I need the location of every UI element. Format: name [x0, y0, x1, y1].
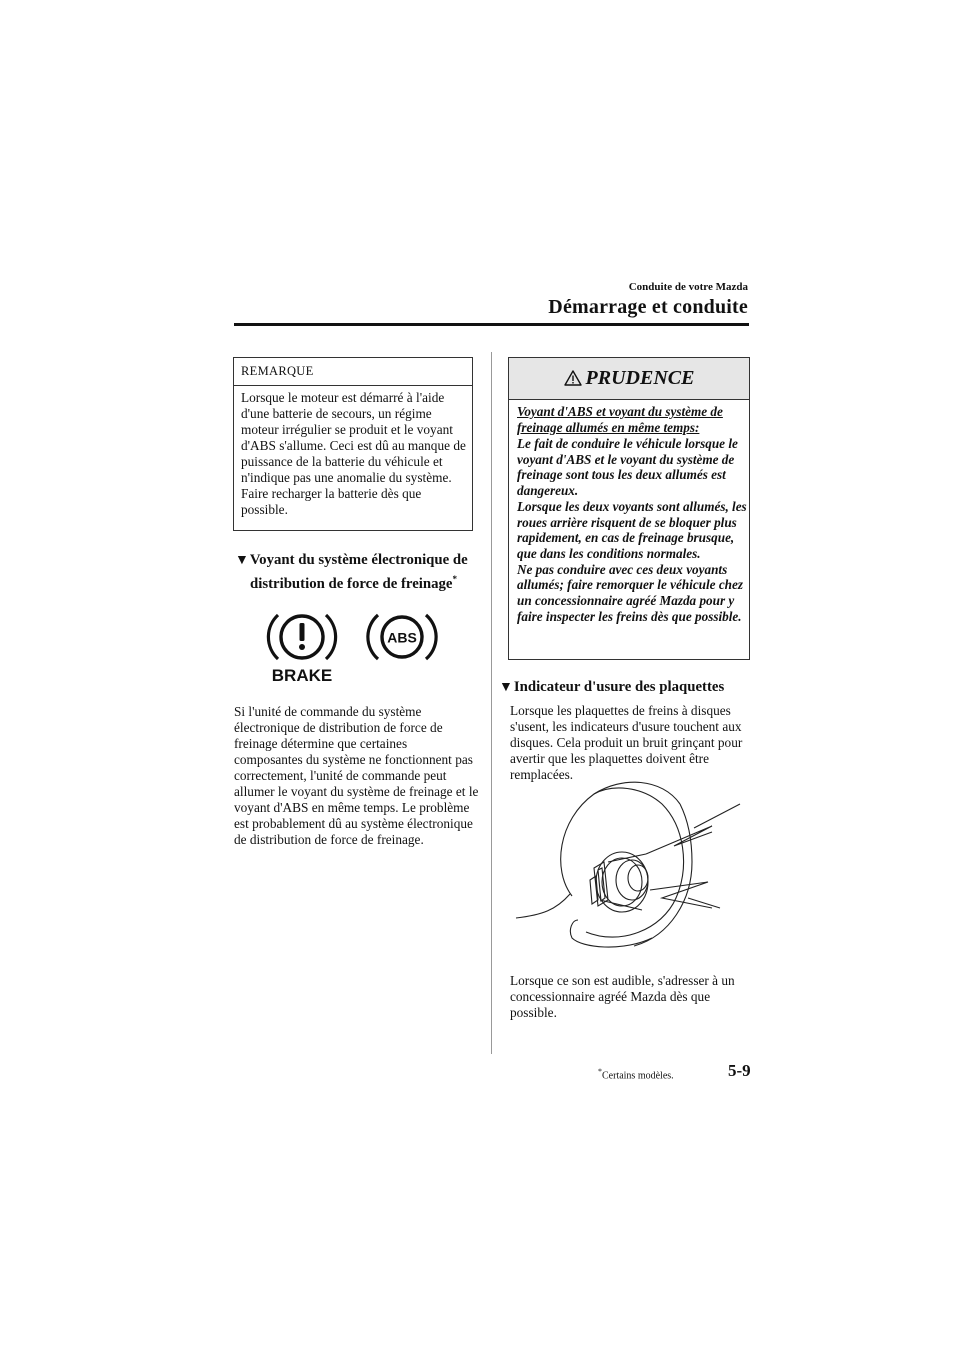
footnote-asterisk: *: [598, 1067, 602, 1076]
note-title: REMARQUE: [241, 364, 314, 378]
pad-wear-description: Lorsque les plaquettes de freins à disques s'usent, les indicateurs d'usure touchent aux disques. Cela produit un bruit grinçant pour avertir que les plaquettes doivent être remplacées.: [510, 703, 743, 782]
section-heading-pad-wear: [499, 678, 759, 697]
pad-wear-advice: Lorsque ce son est audible, s'adresser à un concessionnaire agréé Mazda dès que possible.: [510, 973, 735, 1020]
section-subtitle: Conduite de votre Mazda: [628, 281, 748, 293]
heading-pad-wear-text: Indicateur d'usure des plaquettes: [513, 679, 725, 695]
note-separator: [234, 385, 472, 386]
note-paragraph: Lorsque le moteur est démarré à l'aide d'une batterie de secours, un régime moteur irrégulier se produit et le voyant d'ABS s'allume. Ceci est dû au manque de puissance de la batterie du véhicule et n'indique pas une anomalie du système.: [241, 390, 466, 485]
page-title: Démarrage et conduite: [548, 296, 748, 318]
caution-paragraph-1: Le fait de conduire le véhicule lorsque le voyant d'ABS et le voyant du système de freinage sont tous les deux allumés est dangereux.: [517, 436, 738, 499]
asterisk-mark: *: [452, 574, 457, 584]
caution-paragraph-3: Ne pas conduire avec ces deux voyants allumés; faire remorquer le véhicule chez un concessionnaire agréé Mazda pour y faire inspecter les freins dès que possible.: [517, 561, 743, 624]
caution-box: [508, 357, 750, 660]
column-divider: [491, 352, 492, 1054]
section-heading-brake-system: [235, 551, 480, 593]
note-paragraph-2: Faire recharger la batterie dès que possible.: [241, 486, 422, 517]
note-text: [241, 390, 469, 518]
warning-triangle-icon: [564, 370, 582, 386]
abs-warning-icon: [366, 607, 438, 667]
caution-text: [517, 436, 749, 624]
triangle-bullet-icon: ▼: [235, 553, 249, 568]
abs-icon-label: ABS: [387, 629, 417, 646]
caution-subtitle: Voyant d'ABS et voyant du système de freinage allumés en même temps:: [517, 404, 723, 435]
note-box: [233, 357, 473, 531]
header-rule: [234, 323, 749, 326]
caution-header: [509, 358, 749, 400]
brake-icon-label: BRAKE: [271, 666, 333, 685]
triangle-bullet-icon: ▼: [499, 680, 513, 695]
brake-pad-illustration: [512, 770, 752, 960]
caution-title: PRUDENCE: [585, 367, 695, 389]
page-number: 5-9: [728, 1061, 751, 1080]
caution-paragraph-2: Lorsque les deux voyants sont allumés, les roues arrière risquent de se bloquer plus rapidement, en cas de freinage brusque, que dans les conditions normales.: [517, 498, 747, 561]
brake-system-description: Si l'unité de commande du système électronique de distribution de force de freinage détermine que certaines composantes du système ne fonctionnent pas correctement, l'unité de commande peut allumer le voyant du système de freinage et le voyant d'ABS en même temps. Le problème est probablement dû au système électronique de distribution de force de freinage.: [234, 704, 479, 847]
footnote: [598, 1067, 674, 1081]
heading-line-2: distribution de force de freinage: [250, 575, 453, 592]
heading-line-1: Voyant du système électronique de: [249, 552, 468, 568]
brake-warning-icon: [264, 607, 340, 685]
footnote-text: Certains modèles.: [602, 1070, 674, 1082]
